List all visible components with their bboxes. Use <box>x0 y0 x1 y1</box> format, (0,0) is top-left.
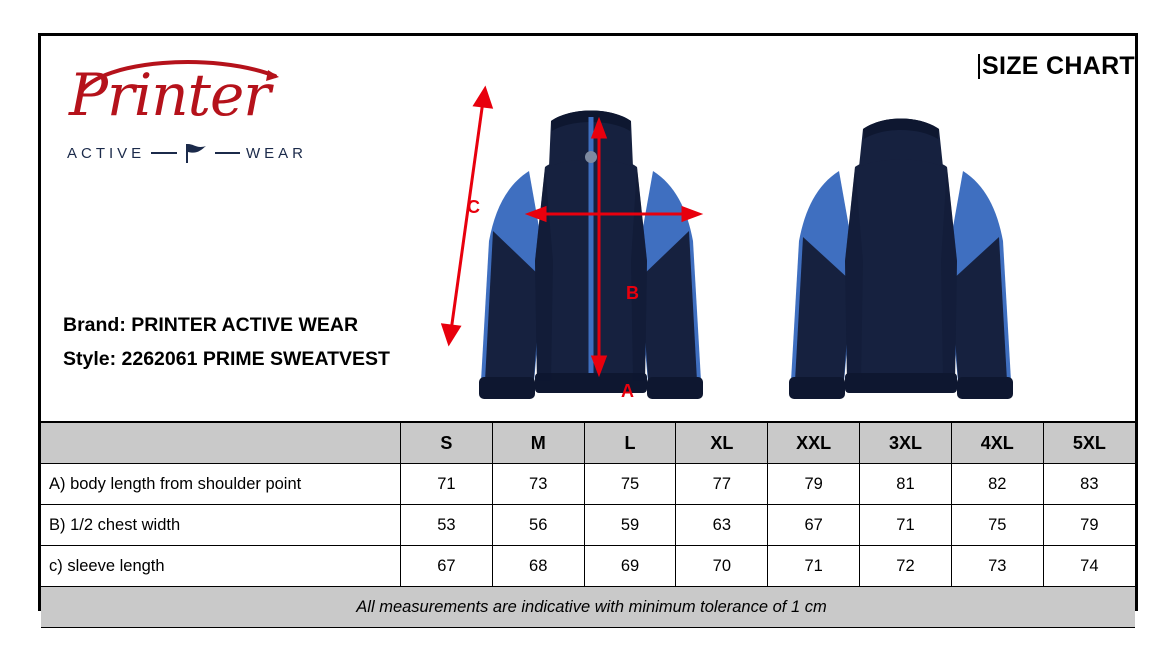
cell-c-5xl: 74 <box>1043 546 1135 587</box>
row-label-c: c) sleeve length <box>41 546 401 587</box>
cell-c-3xl: 72 <box>860 546 952 587</box>
logo-rule-left <box>151 152 176 154</box>
page-title: SIZE CHART <box>978 54 1135 79</box>
cell-a-3xl: 81 <box>860 464 952 505</box>
cell-a-xl: 77 <box>676 464 768 505</box>
cell-a-l: 75 <box>584 464 676 505</box>
label-b: B <box>626 283 639 303</box>
cell-a-m: 73 <box>492 464 584 505</box>
table-header-row <box>41 422 1135 464</box>
product-info <box>63 314 390 382</box>
header-cell-xl: XL <box>676 422 768 464</box>
logo-text: Printer <box>69 61 271 129</box>
cell-b-l: 59 <box>584 505 676 546</box>
cell-c-m: 68 <box>492 546 584 587</box>
cell-c-s: 67 <box>401 546 493 587</box>
logo-rule-right <box>215 152 240 154</box>
cell-b-5xl: 79 <box>1043 505 1135 546</box>
header-cell-3xl: 3XL <box>860 422 952 464</box>
cell-b-s: 53 <box>401 505 493 546</box>
cell-b-4xl: 75 <box>951 505 1043 546</box>
header-cell-5xl: 5XL <box>1043 422 1135 464</box>
size-table <box>41 421 1135 628</box>
brand-line: Brand: PRINTER ACTIVE WEAR <box>63 314 359 336</box>
style-line: Style: 2262061 PRIME SWEATVEST <box>63 348 390 370</box>
header-cell-blank <box>41 422 401 464</box>
logo-word-wear: WEAR <box>246 144 307 162</box>
cell-a-xxl: 79 <box>768 464 860 505</box>
row-label-a: A) body length from shoulder point <box>41 464 401 505</box>
header-cell-l: L <box>584 422 676 464</box>
cell-b-xxl: 67 <box>768 505 860 546</box>
cell-b-xl: 63 <box>676 505 768 546</box>
table-row <box>41 505 1135 546</box>
cell-c-xl: 70 <box>676 546 768 587</box>
cell-a-s: 71 <box>401 464 493 505</box>
cell-c-4xl: 73 <box>951 546 1043 587</box>
size-chart-sheet <box>38 33 1138 616</box>
cell-b-m: 56 <box>492 505 584 546</box>
cell-c-xxl: 71 <box>768 546 860 587</box>
header-cell-m: M <box>492 422 584 464</box>
top-panel <box>41 36 1135 421</box>
table-row <box>41 546 1135 587</box>
row-label-b: B) 1/2 chest width <box>41 505 401 546</box>
table-note-row <box>41 587 1135 628</box>
logo-subtitle <box>67 142 307 164</box>
garment-back-illustration <box>751 81 1051 416</box>
table-row <box>41 464 1135 505</box>
measurement-note: All measurements are indicative with minimum tolerance of 1 cm <box>41 587 1135 628</box>
cell-b-3xl: 71 <box>860 505 952 546</box>
label-c: C <box>467 197 480 217</box>
header-cell-xxl: XXL <box>768 422 860 464</box>
flag-icon <box>183 142 209 164</box>
label-a: A <box>621 381 634 401</box>
brand-logo <box>63 46 313 171</box>
header-cell-s: S <box>401 422 493 464</box>
cell-a-5xl: 83 <box>1043 464 1135 505</box>
logo-word-active: ACTIVE <box>67 144 146 162</box>
cell-c-l: 69 <box>584 546 676 587</box>
cell-a-4xl: 82 <box>951 464 1043 505</box>
garment-front-illustration <box>441 81 741 416</box>
header-cell-4xl: 4XL <box>951 422 1043 464</box>
